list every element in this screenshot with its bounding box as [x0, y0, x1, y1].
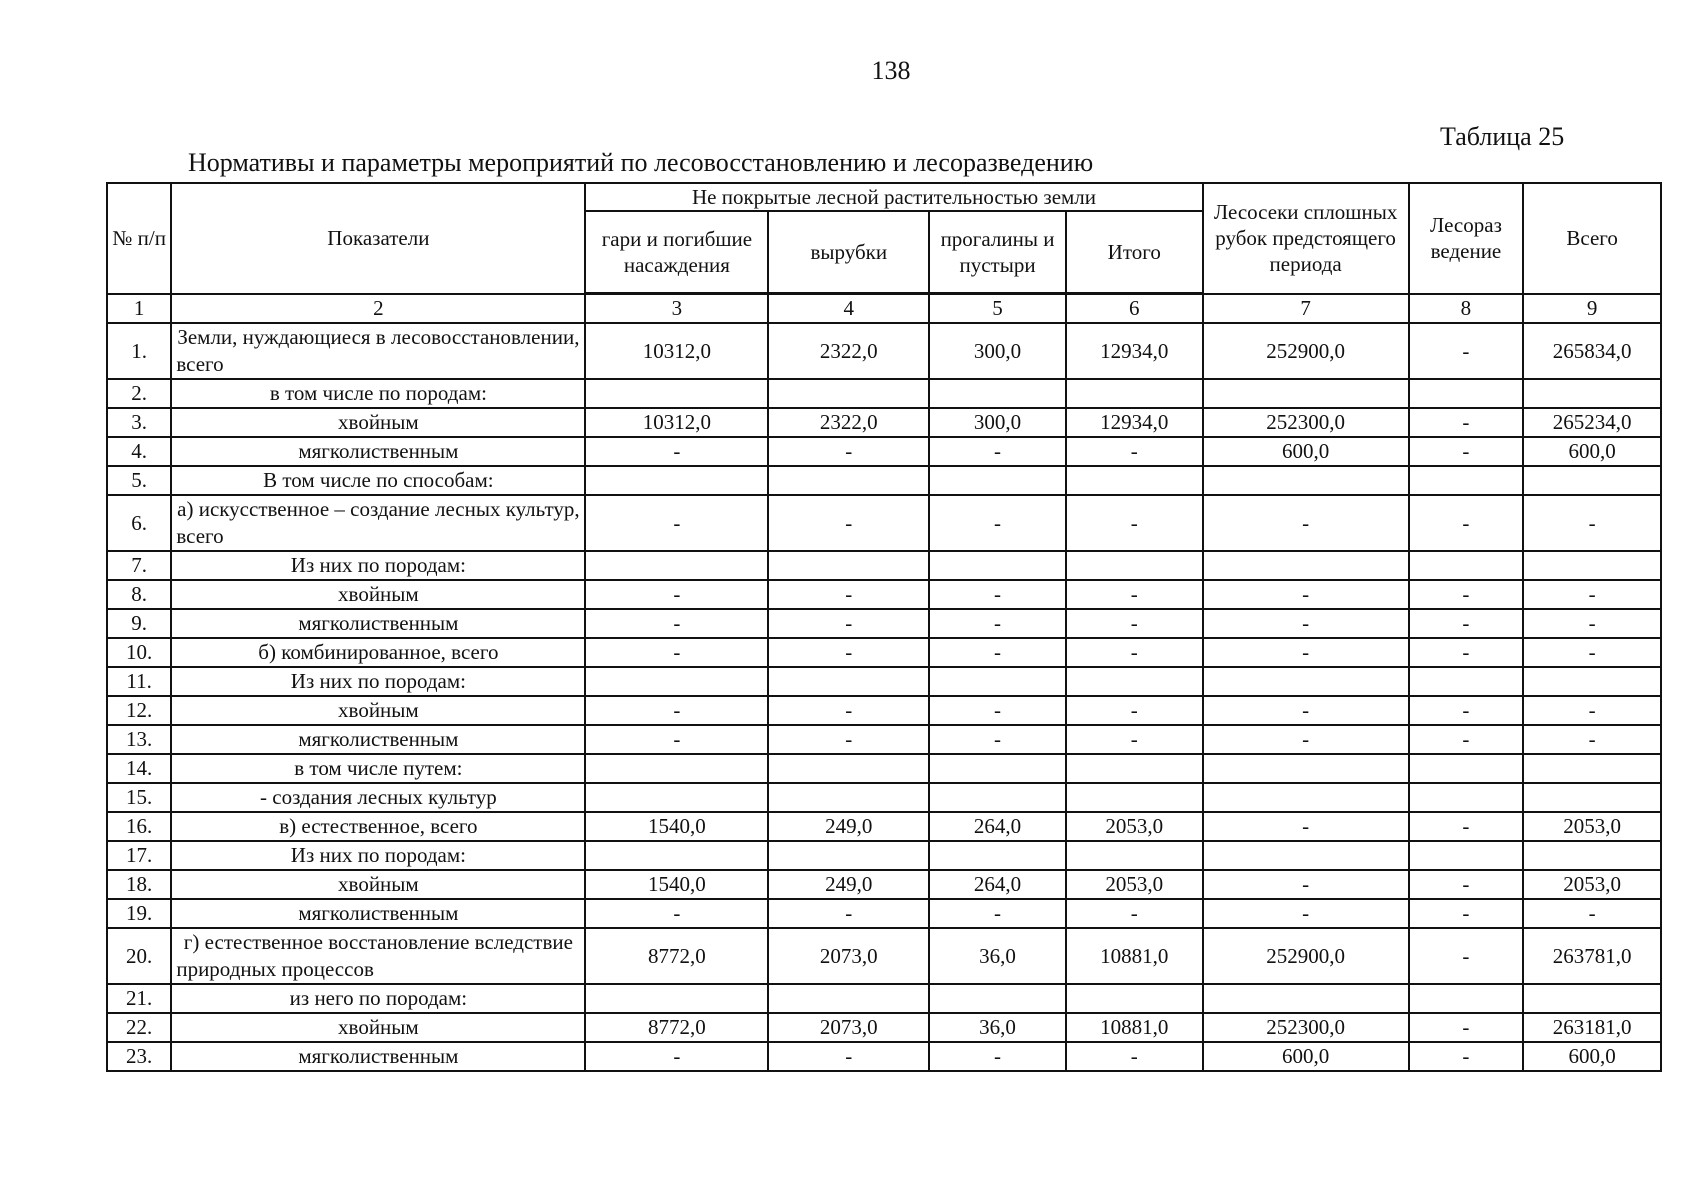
row-number: 19.: [107, 899, 171, 928]
table-row: [107, 609, 1661, 638]
value-cell: [1066, 466, 1203, 495]
value-cell: -: [1203, 725, 1409, 754]
value-cell: 2053,0: [1523, 812, 1661, 841]
value-cell: [768, 379, 929, 408]
value-cell: [1409, 841, 1524, 870]
row-number: 2.: [107, 379, 171, 408]
value-cell: [1409, 466, 1524, 495]
value-cell: 600,0: [1203, 437, 1409, 466]
value-cell: -: [1409, 899, 1524, 928]
row-indicator: из него по породам:: [171, 984, 585, 1013]
norms-table: [106, 182, 1662, 1072]
value-cell: -: [929, 495, 1066, 551]
value-cell: [929, 379, 1066, 408]
header-burns: гари и погибшие насаждения: [585, 211, 768, 294]
value-cell: -: [929, 580, 1066, 609]
value-cell: -: [585, 638, 768, 667]
value-cell: 265834,0: [1523, 323, 1661, 379]
row-number: 10.: [107, 638, 171, 667]
value-cell: 2053,0: [1523, 870, 1661, 899]
value-cell: [1203, 754, 1409, 783]
value-cell: -: [585, 495, 768, 551]
value-cell: 252300,0: [1203, 1013, 1409, 1042]
value-cell: -: [585, 580, 768, 609]
header-afforestation: Лесораз ведение: [1409, 183, 1524, 294]
value-cell: -: [1523, 580, 1661, 609]
value-cell: 2322,0: [768, 323, 929, 379]
row-number: 20.: [107, 928, 171, 984]
value-cell: -: [1066, 696, 1203, 725]
value-cell: -: [1066, 580, 1203, 609]
row-indicator: хвойным: [171, 870, 585, 899]
row-indicator: - создания лесных культур: [171, 783, 585, 812]
value-cell: -: [1066, 638, 1203, 667]
value-cell: -: [1066, 495, 1203, 551]
value-cell: [1409, 783, 1524, 812]
value-cell: [585, 667, 768, 696]
row-indicator: хвойным: [171, 696, 585, 725]
value-cell: [929, 984, 1066, 1013]
value-cell: -: [768, 899, 929, 928]
value-cell: 249,0: [768, 870, 929, 899]
value-cell: -: [1409, 437, 1524, 466]
value-cell: 1540,0: [585, 870, 768, 899]
value-cell: [929, 841, 1066, 870]
value-cell: -: [1523, 899, 1661, 928]
value-cell: 600,0: [1523, 1042, 1661, 1071]
header-clearcut: Лесосеки сплошных рубок предстоящего периода: [1203, 183, 1409, 294]
value-cell: -: [768, 609, 929, 638]
value-cell: -: [1203, 696, 1409, 725]
value-cell: [585, 754, 768, 783]
value-cell: 2053,0: [1066, 870, 1203, 899]
row-number: 16.: [107, 812, 171, 841]
column-index-row: [107, 294, 1661, 324]
header-glades: прогалины и пустыри: [929, 211, 1066, 294]
table-row: [107, 379, 1661, 408]
row-indicator: б) комбинированное, всего: [171, 638, 585, 667]
table-row: [107, 580, 1661, 609]
row-number: 15.: [107, 783, 171, 812]
value-cell: 252900,0: [1203, 323, 1409, 379]
value-cell: -: [1203, 812, 1409, 841]
value-cell: -: [1409, 638, 1524, 667]
value-cell: [929, 754, 1066, 783]
table-row: [107, 638, 1661, 667]
table-row: [107, 466, 1661, 495]
table-row: [107, 1013, 1661, 1042]
column-index: 4: [768, 294, 929, 324]
row-indicator: а) искусственное – создание лесных культур, всего: [171, 495, 585, 551]
value-cell: 252300,0: [1203, 408, 1409, 437]
table-row: [107, 323, 1661, 379]
value-cell: 8772,0: [585, 928, 768, 984]
value-cell: [1203, 667, 1409, 696]
value-cell: [585, 551, 768, 580]
value-cell: -: [1523, 638, 1661, 667]
value-cell: [1409, 667, 1524, 696]
row-number: 3.: [107, 408, 171, 437]
value-cell: 600,0: [1203, 1042, 1409, 1071]
value-cell: [585, 379, 768, 408]
value-cell: 265234,0: [1523, 408, 1661, 437]
value-cell: 10312,0: [585, 408, 768, 437]
table-row: [107, 437, 1661, 466]
row-number: 9.: [107, 609, 171, 638]
row-number: 11.: [107, 667, 171, 696]
value-cell: [1203, 841, 1409, 870]
value-cell: 2073,0: [768, 1013, 929, 1042]
value-cell: -: [929, 725, 1066, 754]
table-body: [107, 294, 1661, 1072]
value-cell: -: [929, 609, 1066, 638]
value-cell: -: [1203, 899, 1409, 928]
value-cell: 2053,0: [1066, 812, 1203, 841]
value-cell: [768, 551, 929, 580]
value-cell: [768, 984, 929, 1013]
value-cell: [1203, 783, 1409, 812]
value-cell: 12934,0: [1066, 323, 1203, 379]
value-cell: [1409, 379, 1524, 408]
row-number: 21.: [107, 984, 171, 1013]
value-cell: [768, 754, 929, 783]
row-indicator: в том числе по породам:: [171, 379, 585, 408]
value-cell: [1409, 984, 1524, 1013]
column-index: 8: [1409, 294, 1524, 324]
value-cell: [929, 466, 1066, 495]
value-cell: -: [1066, 609, 1203, 638]
row-indicator: в том числе путем:: [171, 754, 585, 783]
value-cell: -: [1409, 1013, 1524, 1042]
value-cell: 264,0: [929, 812, 1066, 841]
value-cell: [1523, 379, 1661, 408]
table-row: [107, 754, 1661, 783]
value-cell: -: [1409, 495, 1524, 551]
value-cell: [1409, 754, 1524, 783]
value-cell: [1523, 551, 1661, 580]
value-cell: -: [585, 725, 768, 754]
value-cell: [585, 841, 768, 870]
column-index: 6: [1066, 294, 1203, 324]
table-header: [107, 183, 1661, 294]
value-cell: [585, 466, 768, 495]
row-indicator: Из них по породам:: [171, 551, 585, 580]
value-cell: [1523, 841, 1661, 870]
header-group-uncovered: Не покрытые лесной растительностью земли: [585, 183, 1202, 211]
value-cell: -: [1203, 580, 1409, 609]
value-cell: -: [1409, 725, 1524, 754]
row-indicator: мягколиственным: [171, 1042, 585, 1071]
row-number: 17.: [107, 841, 171, 870]
column-index: 2: [171, 294, 585, 324]
value-cell: 264,0: [929, 870, 1066, 899]
value-cell: -: [1523, 696, 1661, 725]
value-cell: -: [1409, 323, 1524, 379]
value-cell: -: [1066, 725, 1203, 754]
value-cell: -: [1066, 899, 1203, 928]
row-indicator: Из них по породам:: [171, 667, 585, 696]
value-cell: -: [1523, 495, 1661, 551]
value-cell: -: [768, 638, 929, 667]
row-indicator: мягколиственным: [171, 899, 585, 928]
value-cell: 36,0: [929, 1013, 1066, 1042]
value-cell: -: [585, 696, 768, 725]
value-cell: -: [1409, 870, 1524, 899]
value-cell: [768, 841, 929, 870]
value-cell: -: [1066, 437, 1203, 466]
value-cell: 8772,0: [585, 1013, 768, 1042]
row-number: 8.: [107, 580, 171, 609]
row-indicator: в) естественное, всего: [171, 812, 585, 841]
value-cell: 263181,0: [1523, 1013, 1661, 1042]
table-row: [107, 928, 1661, 984]
value-cell: -: [1203, 495, 1409, 551]
value-cell: -: [768, 580, 929, 609]
table-row: [107, 870, 1661, 899]
value-cell: [1523, 754, 1661, 783]
table-row: [107, 667, 1661, 696]
value-cell: -: [1409, 1042, 1524, 1071]
row-indicator: хвойным: [171, 1013, 585, 1042]
value-cell: [1066, 841, 1203, 870]
value-cell: 249,0: [768, 812, 929, 841]
row-number: 18.: [107, 870, 171, 899]
table-row: [107, 725, 1661, 754]
value-cell: 12934,0: [1066, 408, 1203, 437]
value-cell: 36,0: [929, 928, 1066, 984]
table-row: [107, 408, 1661, 437]
value-cell: -: [585, 1042, 768, 1071]
header-indicator: Показатели: [171, 183, 585, 294]
value-cell: [1066, 667, 1203, 696]
value-cell: [1203, 466, 1409, 495]
value-cell: -: [768, 725, 929, 754]
value-cell: [1523, 466, 1661, 495]
column-index: 7: [1203, 294, 1409, 324]
value-cell: [1203, 551, 1409, 580]
table-row: [107, 984, 1661, 1013]
table-row: [107, 812, 1661, 841]
value-cell: -: [1203, 638, 1409, 667]
value-cell: [1066, 984, 1203, 1013]
value-cell: -: [1409, 812, 1524, 841]
value-cell: -: [585, 437, 768, 466]
value-cell: [1066, 754, 1203, 783]
document-title: Нормативы и параметры мероприятий по лесовосстановлению и лесоразведению: [188, 148, 1094, 177]
value-cell: [1066, 379, 1203, 408]
row-indicator: В том числе по способам:: [171, 466, 585, 495]
value-cell: -: [768, 696, 929, 725]
row-number: 14.: [107, 754, 171, 783]
header-total-uncovered: Итого: [1066, 211, 1203, 294]
value-cell: -: [585, 609, 768, 638]
table-row: [107, 783, 1661, 812]
row-number: 23.: [107, 1042, 171, 1071]
value-cell: -: [1203, 609, 1409, 638]
row-number: 13.: [107, 725, 171, 754]
column-index: 1: [107, 294, 171, 324]
value-cell: -: [929, 696, 1066, 725]
value-cell: 600,0: [1523, 437, 1661, 466]
page-number: 138: [871, 56, 911, 85]
table-row: [107, 696, 1661, 725]
value-cell: 2073,0: [768, 928, 929, 984]
value-cell: 300,0: [929, 408, 1066, 437]
value-cell: -: [1409, 928, 1524, 984]
value-cell: -: [1203, 870, 1409, 899]
value-cell: -: [1409, 408, 1524, 437]
row-indicator: мягколиственным: [171, 437, 585, 466]
value-cell: [585, 783, 768, 812]
value-cell: [1066, 551, 1203, 580]
value-cell: 263781,0: [1523, 928, 1661, 984]
value-cell: -: [768, 437, 929, 466]
value-cell: -: [585, 899, 768, 928]
value-cell: -: [768, 495, 929, 551]
row-number: 4.: [107, 437, 171, 466]
value-cell: -: [1523, 725, 1661, 754]
value-cell: [929, 551, 1066, 580]
header-total: Всего: [1523, 183, 1661, 294]
value-cell: [768, 783, 929, 812]
value-cell: [1523, 667, 1661, 696]
table-label: Таблица 25: [1440, 122, 1565, 151]
value-cell: [1203, 379, 1409, 408]
row-indicator: хвойным: [171, 580, 585, 609]
table-row: [107, 551, 1661, 580]
value-cell: -: [929, 638, 1066, 667]
row-number: 1.: [107, 323, 171, 379]
column-index: 3: [585, 294, 768, 324]
row-number: 6.: [107, 495, 171, 551]
value-cell: -: [1523, 609, 1661, 638]
value-cell: 10312,0: [585, 323, 768, 379]
value-cell: -: [768, 1042, 929, 1071]
row-number: 7.: [107, 551, 171, 580]
value-cell: -: [1409, 609, 1524, 638]
row-indicator: Земли, нуждающиеся в лесовосстановлении, всего: [171, 323, 585, 379]
column-index: 9: [1523, 294, 1661, 324]
value-cell: [1523, 984, 1661, 1013]
table-row: [107, 841, 1661, 870]
row-indicator: г) естественное восстановление вследствие природных процессов: [171, 928, 585, 984]
value-cell: -: [929, 1042, 1066, 1071]
header-cuttings: вырубки: [768, 211, 929, 294]
row-indicator: хвойным: [171, 408, 585, 437]
value-cell: [1409, 551, 1524, 580]
row-indicator: мягколиственным: [171, 609, 585, 638]
value-cell: [1523, 783, 1661, 812]
value-cell: -: [1066, 1042, 1203, 1071]
row-indicator: мягколиственным: [171, 725, 585, 754]
value-cell: 2322,0: [768, 408, 929, 437]
column-index: 5: [929, 294, 1066, 324]
value-cell: [1203, 984, 1409, 1013]
value-cell: 10881,0: [1066, 1013, 1203, 1042]
table-row: [107, 899, 1661, 928]
table-row: [107, 1042, 1661, 1071]
value-cell: -: [929, 899, 1066, 928]
value-cell: [929, 667, 1066, 696]
value-cell: 1540,0: [585, 812, 768, 841]
value-cell: -: [1409, 580, 1524, 609]
value-cell: [585, 984, 768, 1013]
row-number: 22.: [107, 1013, 171, 1042]
value-cell: -: [1409, 696, 1524, 725]
value-cell: [768, 667, 929, 696]
value-cell: [1066, 783, 1203, 812]
value-cell: 10881,0: [1066, 928, 1203, 984]
row-indicator: Из них по породам:: [171, 841, 585, 870]
row-number: 5.: [107, 466, 171, 495]
value-cell: [768, 466, 929, 495]
value-cell: -: [929, 437, 1066, 466]
value-cell: 300,0: [929, 323, 1066, 379]
value-cell: [929, 783, 1066, 812]
table-row: [107, 495, 1661, 551]
row-number: 12.: [107, 696, 171, 725]
value-cell: 252900,0: [1203, 928, 1409, 984]
header-num: № п/п: [107, 183, 171, 294]
